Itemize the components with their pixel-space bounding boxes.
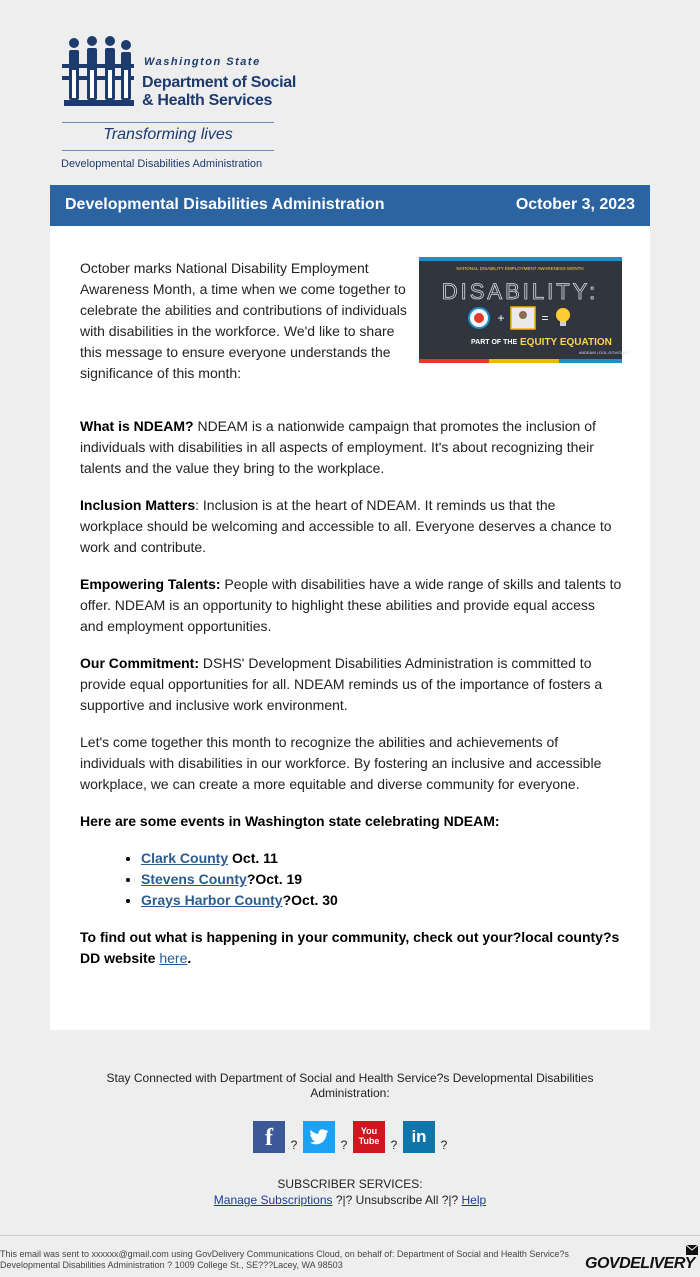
youtube-glyph: You Tube <box>358 1126 380 1146</box>
title-bar-title: Developmental Disabilities Administration <box>65 196 385 213</box>
svg-text:+: + <box>497 311 505 325</box>
message-body <box>80 258 630 985</box>
recipient-email[interactable]: xxxxxx@gmail.com <box>91 1249 169 1259</box>
section-our-commitment <box>80 653 622 716</box>
twitter-bird-icon <box>303 1121 335 1153</box>
logo-division: Developmental Disabilities Administration <box>61 158 263 170</box>
list-item <box>141 848 622 869</box>
envelope-icon <box>686 1245 698 1255</box>
social-separator: ? <box>440 1138 448 1152</box>
event-link-grays-harbor-county[interactable]: Grays Harbor County <box>141 892 283 908</box>
govdelivery-logo[interactable]: GOVDELIVERY <box>585 1255 695 1272</box>
event-link-clark-county[interactable]: Clark County <box>141 850 229 866</box>
event-date: ?Oct. 19 <box>246 871 303 887</box>
link-separator: ?|? <box>438 1193 462 1207</box>
logo-dept-line1: Department of Social <box>142 74 297 91</box>
subscriber-services <box>100 1176 600 1208</box>
intro-paragraph: October marks National Disability Employment Awareness Month, a time when we come together to celebrate the abilities and contributions of individuals with disabilities in the workforce. We'd like to share this message to ensure everyone understands the significance of this month: <box>80 260 407 381</box>
banner-big-text: DISABILITY: <box>441 279 599 304</box>
logo-divider <box>62 122 274 123</box>
section-heading: Empowering Talents: <box>80 576 221 592</box>
ndeam-banner-graphic <box>419 257 630 363</box>
list-item <box>141 890 622 911</box>
stay-connected-text: Stay Connected with Department of Social and Health Service?s Developmental Disabilities Administration: <box>106 1071 594 1100</box>
logo-department <box>142 74 296 110</box>
logo-divider-2 <box>62 150 274 151</box>
dshs-logo <box>58 34 297 174</box>
social-separator: ? <box>390 1138 398 1152</box>
legal-suffix: using GovDelivery Communications Cloud, on behalf of: Department of Social and Health Service?s Developmental Disabilities Administration ? 1009 College St., SE???Lacey, WA 98503 <box>0 1249 569 1270</box>
social-links <box>253 1121 453 1161</box>
svg-text:=: = <box>541 311 549 325</box>
unsubscribe-all-text: Unsubscribe All <box>355 1193 439 1207</box>
section-empowering-talents <box>80 574 622 637</box>
events-title: Here are some events in Washington state celebrating NDEAM: <box>80 813 500 829</box>
section-text: People with disabilities have a wide range of skills and talents to offer. NDEAM is an opportunity to highlight these abilities and provide equal access and employment opportunities. <box>80 576 622 634</box>
people-figures-icon <box>60 34 136 110</box>
legal-prefix: This email was sent to <box>0 1249 92 1259</box>
youtube-icon[interactable] <box>353 1121 385 1153</box>
banner-top-text: NATIONAL DISABILITY EMPLOYMENT AWARENESS MONTH <box>456 266 584 271</box>
linkedin-glyph: in <box>411 1127 427 1146</box>
help-link[interactable]: Help <box>461 1193 487 1207</box>
section-heading: What is NDEAM? <box>80 418 194 434</box>
event-date: Oct. 11 <box>228 850 278 866</box>
closing-paragraph: Let's come together this month to recognize the abilities and achievements of individuals with disabilities in our workforce. By fostering an inclusive and accessible workplace, we can create a more equitable and diverse community for everyone. <box>80 734 602 792</box>
section-what-is-ndeam <box>80 416 622 479</box>
banner-highlight-text: EQUITY EQUATION <box>520 337 612 348</box>
find-out-paragraph <box>80 927 622 969</box>
section-text: DSHS' Development Disabilities Administration is committed to provide equal opportunities for all. NDEAM reminds us of the importance of fosters a supportive and inclusive work environment. <box>80 655 603 713</box>
title-bar <box>50 185 650 226</box>
content-card <box>50 226 650 1030</box>
banner-footer-text: #NDEAM | DOL.GOV/ODEP <box>579 350 630 355</box>
event-date: ?Oct. 30 <box>282 892 338 908</box>
facebook-glyph: f <box>265 1125 273 1151</box>
intro-block <box>80 258 630 384</box>
title-bar-date: October 3, 2023 <box>515 196 635 213</box>
section-inclusion-matters <box>80 495 622 558</box>
logo-tagline: Transforming lives <box>103 126 233 143</box>
section-heading: Inclusion Matters <box>80 497 196 513</box>
section-text: : Inclusion is at the heart of NDEAM. It reminds us that the workplace should be welcoming and accessible to all. Everyone deserves a chance to work and contribute. <box>80 497 612 555</box>
find-out-text: To find out what is happening in your community, check out your?local county?s DD website <box>80 929 620 966</box>
event-link-stevens-county[interactable]: Stevens County <box>141 871 247 887</box>
dd-website-link[interactable]: here <box>159 950 188 966</box>
events-list <box>80 848 622 911</box>
section-text: NDEAM is a nationwide campaign that promotes the inclusion of individuals with disabilities in all aspects of employment. It's about recognizing their talents and the value they bring to the workplace. <box>80 418 596 476</box>
social-separator: ? <box>290 1138 298 1152</box>
twitter-icon[interactable] <box>303 1121 335 1153</box>
facebook-icon[interactable] <box>253 1121 285 1153</box>
ndeam-banner-image[interactable] <box>419 257 630 363</box>
section-heading: Our Commitment: <box>80 655 199 671</box>
social-separator: ? <box>340 1138 348 1152</box>
find-out-end: . <box>187 950 192 966</box>
subscriber-links <box>100 1192 600 1208</box>
link-separator: ?|? <box>332 1193 356 1207</box>
footer-divider <box>0 1235 700 1236</box>
manage-subscriptions-link[interactable]: Manage Subscriptions <box>213 1193 333 1207</box>
logo-dept-line2: & Health Services <box>142 92 273 109</box>
subscriber-label: SUBSCRIBER SERVICES: <box>277 1177 423 1191</box>
banner-bottom-text: PART OF THE <box>471 339 518 346</box>
list-item <box>141 869 622 890</box>
logo-state: Washington State <box>144 56 261 68</box>
linkedin-icon[interactable] <box>403 1121 435 1153</box>
legal-text <box>0 1249 570 1271</box>
